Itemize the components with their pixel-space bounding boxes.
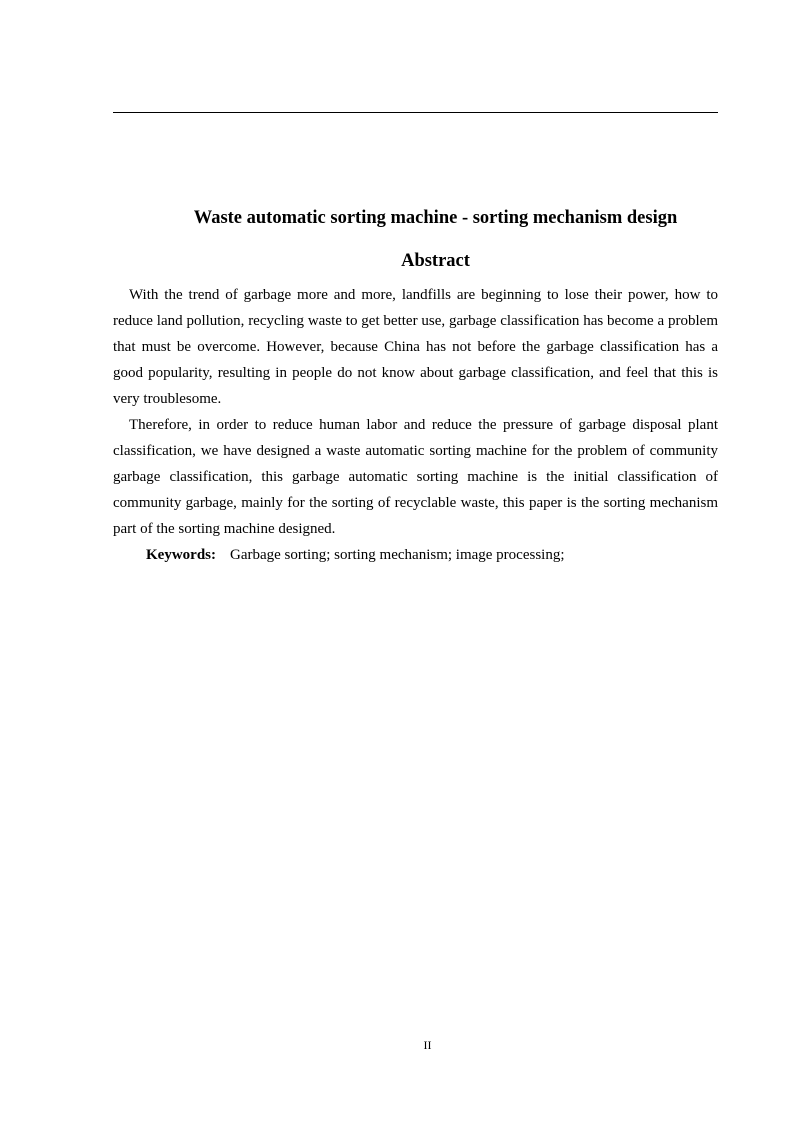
page-number: II <box>423 1038 432 1052</box>
abstract-paragraph-2: Therefore, in order to reduce human labor and reduce the pressure of garbage disposal plant classification, we have designed a waste automatic sorting machine for the problem of community garbage classification, this garbage automatic sorting machine is the initial classification of community garbage, mainly for the sorting of recyclable waste, this paper is the sorting mechanism part of the sorting machine designed. <box>113 417 718 537</box>
keywords-value: Garbage sorting; sorting mechanism; image processing; <box>230 547 565 563</box>
abstract-paragraph-1: With the trend of garbage more and more, landfills are beginning to lose their power, how to reduce land pollution, recycling waste to get better use, garbage classification has become a problem that must be overcome. However, because China has not before the garbage classification has a good popularity, resulting in people do not know about garbage classification, and feel that this is very troublesome. <box>113 287 718 407</box>
abstract-body <box>113 282 718 568</box>
document-title: Waste automatic sorting machine - sorting mechanism design <box>193 208 678 228</box>
header-rule <box>113 112 718 113</box>
keywords-label: Keywords: <box>146 547 216 563</box>
keywords-line <box>113 542 718 568</box>
abstract-heading: Abstract <box>401 251 470 271</box>
